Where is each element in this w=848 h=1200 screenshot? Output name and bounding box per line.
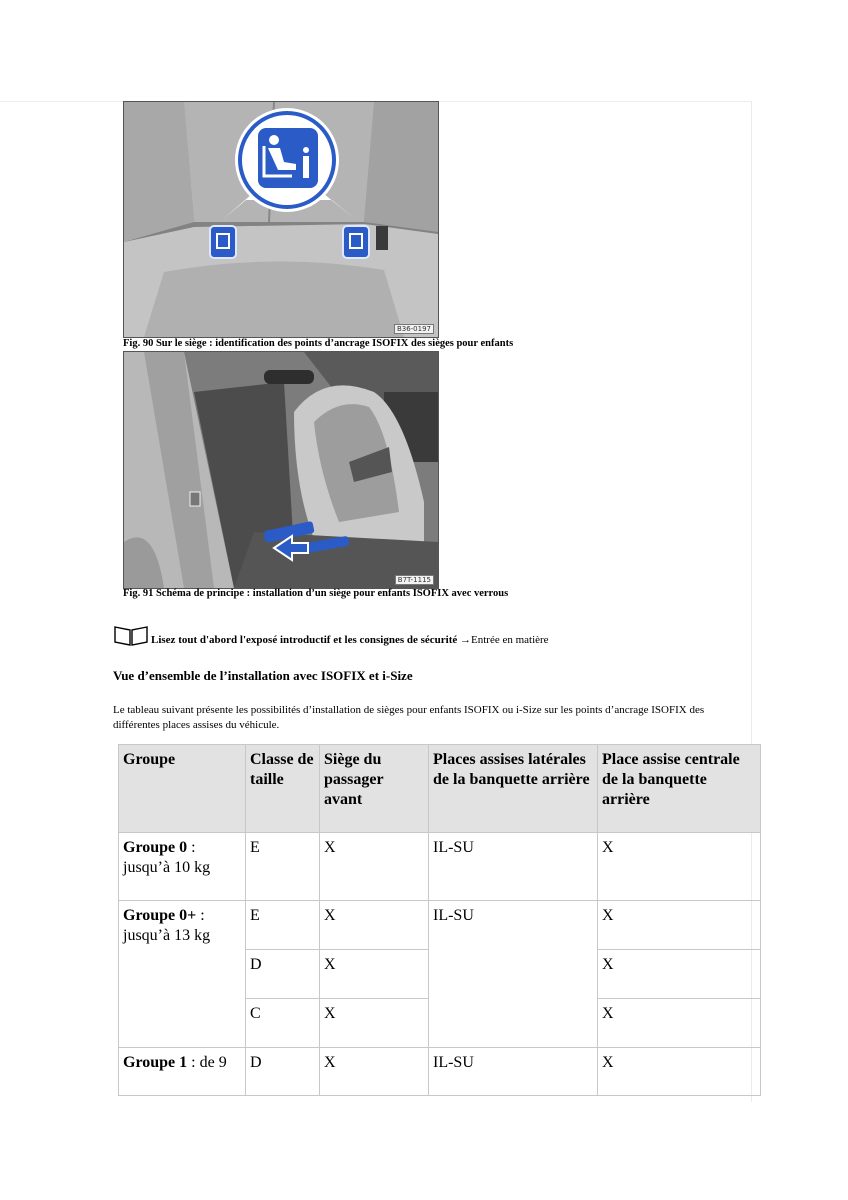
- lateral-cell: IL-SU: [429, 1048, 598, 1096]
- isofix-child-seat-icon: [258, 128, 318, 188]
- group-cell: Groupe 0+ : jusqu’à 13 kg: [119, 901, 246, 1048]
- center-cell: X: [598, 833, 761, 901]
- open-book-icon: [113, 624, 149, 646]
- safety-note-text: Lisez tout d'abord l'exposé introductif et les consignes de sécurité: [151, 634, 458, 646]
- size-cell: D: [246, 950, 320, 999]
- figure-91-caption: Fig. 91 Schéma de principe : installation d’un siège pour enfants ISOFIX avec verrous: [123, 588, 509, 599]
- group-cell: Groupe 0 : jusqu’à 10 kg: [119, 833, 246, 901]
- isofix-anchor-right-icon: [343, 226, 369, 258]
- front-cell: X: [320, 950, 429, 999]
- header-classe: Classe de taille: [246, 745, 320, 833]
- figure-90-caption: Fig. 90 Sur le siège : identification des points d’ancrage ISOFIX des sièges pour enfants: [123, 338, 514, 349]
- isofix-anchor-left-icon: [210, 226, 236, 258]
- intro-paragraph: Le tableau suivant présente les possibilités d’installation de sièges pour enfants ISOFIX ou i-Size sur les points d’ancrage ISOFIX des différentes places assises du véhicule.: [113, 704, 705, 731]
- lateral-cell: IL-SU: [429, 901, 598, 1048]
- header-centrale: Place assise centrale de la banquette arrière: [598, 745, 761, 833]
- center-cell: X: [598, 901, 761, 950]
- size-cell: C: [246, 999, 320, 1048]
- center-cell: X: [598, 950, 761, 999]
- size-cell: D: [246, 1048, 320, 1096]
- table-header-row: [119, 745, 761, 833]
- table-row: [119, 901, 761, 950]
- isofix-table: [118, 744, 761, 1096]
- intro-link[interactable]: Entrée en matière: [471, 634, 549, 646]
- table-row: [119, 833, 761, 901]
- size-cell: E: [246, 833, 320, 901]
- front-cell: X: [320, 833, 429, 901]
- center-cell: X: [598, 999, 761, 1048]
- arrow-glyph: →: [460, 634, 471, 646]
- lateral-cell: IL-SU: [429, 833, 598, 901]
- figure-91-code: B7T-1115: [395, 575, 434, 585]
- front-cell: X: [320, 999, 429, 1048]
- figure-90-image: [123, 101, 439, 338]
- header-groupe: Groupe: [119, 745, 246, 833]
- center-cell: X: [598, 1048, 761, 1096]
- figure-91-image: [123, 351, 439, 589]
- header-laterales: Places assises latérales de la banquette arrière: [429, 745, 598, 833]
- safety-note: [113, 622, 549, 646]
- header-passager: Siège du passager avant: [320, 745, 429, 833]
- front-cell: X: [320, 1048, 429, 1096]
- table-row: [119, 1048, 761, 1096]
- section-title: Vue d’ensemble de l’installation avec ISOFIX et i-Size: [113, 668, 413, 683]
- front-cell: X: [320, 901, 429, 950]
- figure-90-code: B36-0197: [394, 324, 434, 334]
- group-cell: Groupe 1 : de 9: [119, 1048, 246, 1096]
- size-cell: E: [246, 901, 320, 950]
